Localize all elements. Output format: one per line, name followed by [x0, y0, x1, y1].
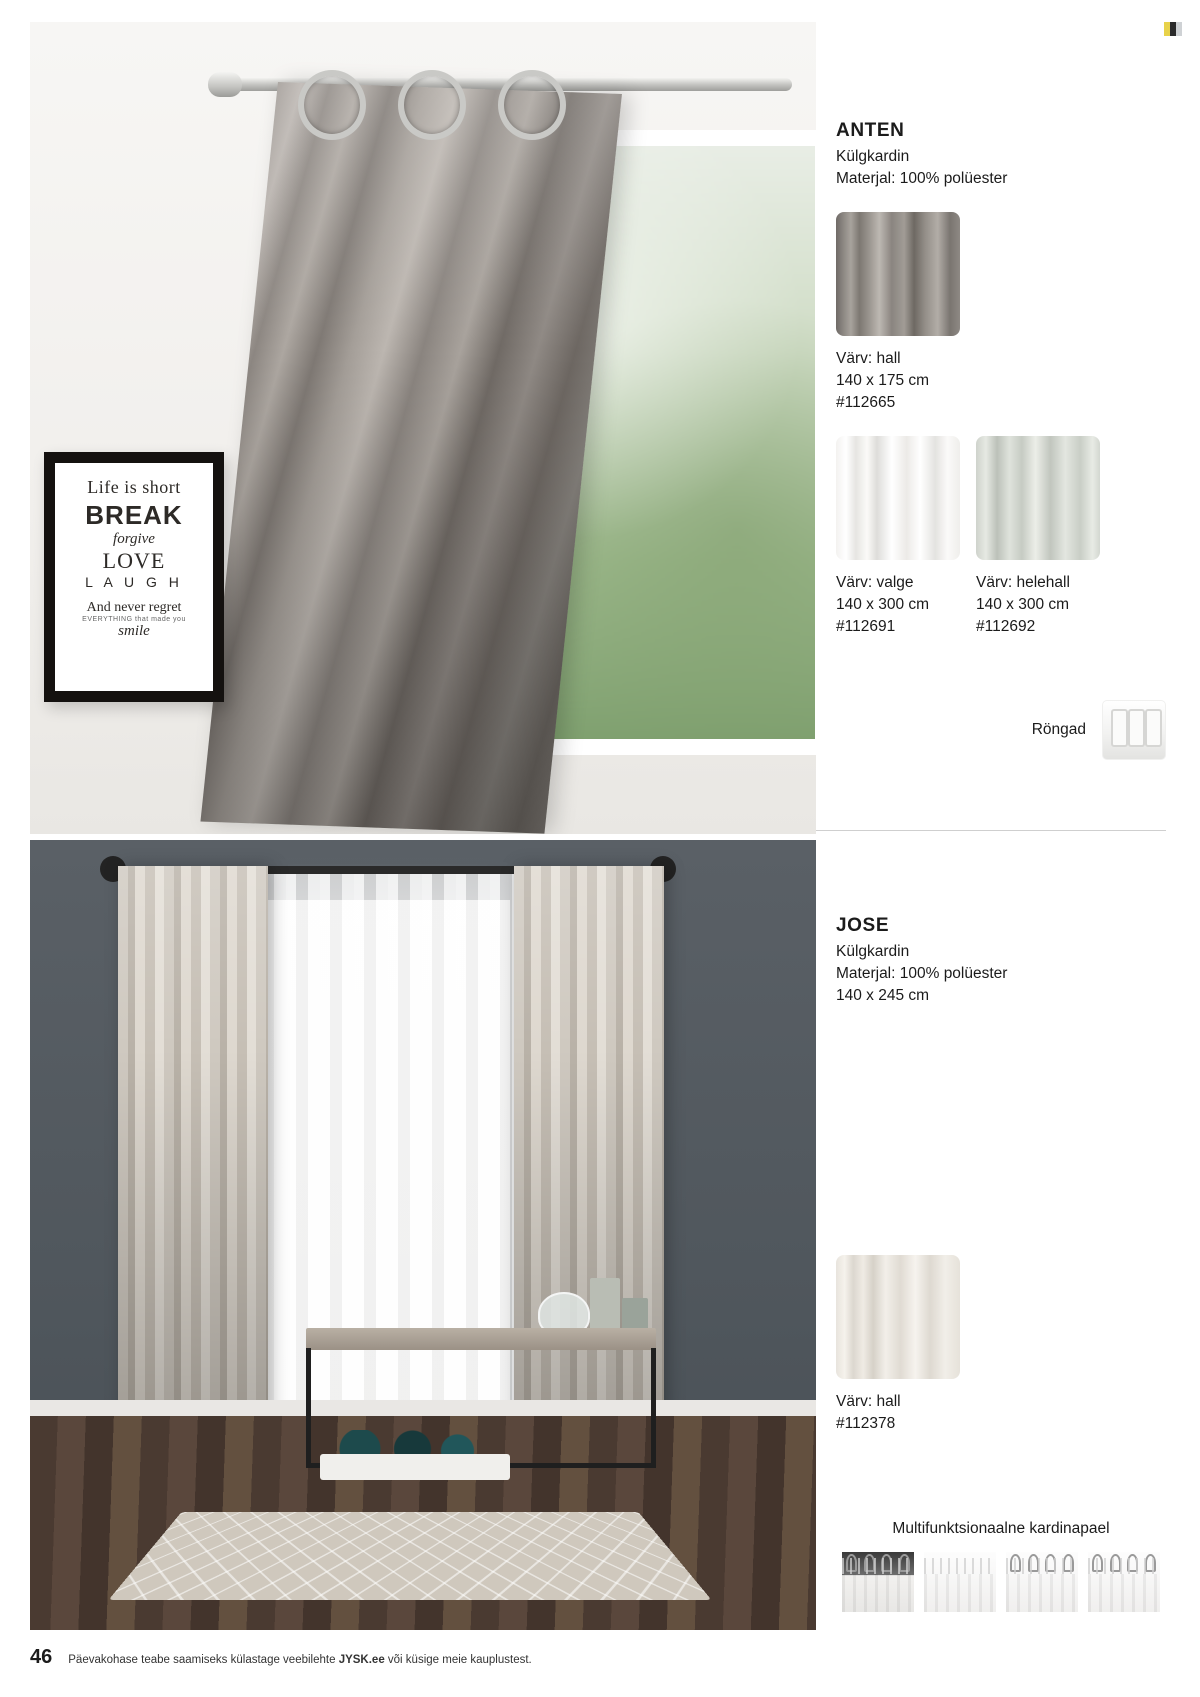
- footer-note: [68, 1654, 532, 1666]
- footer-note-after: või küsige meie kauplustest.: [384, 1654, 532, 1666]
- footer-note-before: Päevakohase teabe saamiseks külastage veebilehte: [68, 1654, 339, 1666]
- poster-line-8: smile: [118, 623, 150, 639]
- variant-jose-hall[interactable]: [836, 1255, 1166, 1435]
- wall-poster: [44, 452, 224, 702]
- color-mark-grey: [1176, 22, 1182, 36]
- variant-size-helehall: 140 x 300 cm: [976, 596, 1070, 613]
- variant-color-helehall: Värv: helehall: [976, 574, 1070, 591]
- poster-line-7: EVERYTHING that made you: [82, 616, 186, 623]
- product-size-jose: 140 x 245 cm: [836, 987, 930, 1004]
- variant-size-hall: 140 x 175 cm: [836, 372, 930, 389]
- variant-hall[interactable]: [836, 212, 960, 414]
- photo-candle-short: [622, 1298, 648, 1330]
- curtain-eyelet-icon: [298, 70, 366, 140]
- swatch-image-hall[interactable]: [836, 212, 960, 336]
- curtain-eyelet-icon: [398, 70, 466, 140]
- photo-bench-top: [306, 1328, 656, 1350]
- variant-color-valge: Värv: valge: [836, 574, 914, 591]
- swatch-image-jose-hall[interactable]: [836, 1255, 960, 1379]
- tape-hook-dark-image[interactable]: [842, 1552, 914, 1612]
- product-info-anten: [836, 120, 1166, 638]
- page-number: 46: [30, 1646, 53, 1668]
- variant-color-hall: Värv: hall: [836, 350, 901, 367]
- jose-curtain-left: [118, 866, 268, 1476]
- product-type-anten: Külgkardin: [836, 148, 910, 165]
- variant-size-valge: 140 x 300 cm: [836, 596, 930, 613]
- swatch-image-valge[interactable]: [836, 436, 960, 560]
- ring-icon: [1128, 709, 1145, 747]
- poster-line-1: Life is short: [87, 477, 181, 497]
- accessory-rings-image[interactable]: [1102, 700, 1166, 760]
- curtain-tape-title: Multifunktsionaalne kardinapael: [892, 1520, 1110, 1537]
- poster-line-3: forgive: [113, 531, 155, 547]
- variant-helehall[interactable]: [976, 436, 1100, 638]
- accessory-rings[interactable]: [836, 700, 1166, 760]
- product-brand-jose: JOSE: [836, 915, 890, 936]
- variant-sku-hall: #112665: [836, 394, 896, 411]
- photo-rug: [108, 1512, 711, 1600]
- variant-sku-valge: #112691: [836, 618, 896, 635]
- ring-icon: [1111, 709, 1128, 747]
- swatch-image-helehall[interactable]: [976, 436, 1100, 560]
- tape-ring-hook-image[interactable]: [1006, 1552, 1078, 1612]
- accessory-rings-label: Röngad: [1031, 721, 1086, 738]
- variant-color-jose-hall: Värv: hall: [836, 1393, 901, 1410]
- product-photo-jose: [30, 840, 816, 1630]
- product-type-jose: Külgkardin: [836, 943, 910, 960]
- poster-line-4: LOVE: [102, 548, 166, 573]
- tape-pleat-image[interactable]: [924, 1552, 996, 1612]
- ring-icon: [1145, 709, 1162, 747]
- variant-valge[interactable]: [836, 436, 960, 638]
- poster-line-5: L A U G H: [85, 574, 183, 590]
- curtain-eyelet-icon: [498, 70, 566, 140]
- curtain-rod-finial: [208, 72, 242, 97]
- variant-sku-helehall: #112692: [976, 618, 1036, 635]
- photo-candle-tall: [590, 1278, 620, 1330]
- product-material-jose: Materjal: 100% polüester: [836, 965, 1008, 982]
- print-color-mark: [1164, 22, 1182, 36]
- product-material-anten: Materjal: 100% polüester: [836, 170, 1008, 187]
- footer-brand[interactable]: JYSK.ee: [338, 1654, 385, 1666]
- curtain-tape-section: [836, 1520, 1166, 1612]
- tape-clip-image[interactable]: [1088, 1552, 1160, 1612]
- product-brand-anten: ANTEN: [836, 120, 905, 141]
- product-info-jose: [836, 915, 1166, 1007]
- variant-sku-jose-hall: #112378: [836, 1415, 896, 1432]
- poster-line-6: And never regret: [86, 600, 182, 615]
- product-photo-anten: [30, 22, 816, 834]
- poster-line-2: BREAK: [85, 500, 183, 530]
- section-divider: [816, 830, 1166, 831]
- photo-folded-linen: [320, 1454, 510, 1480]
- page-footer: [30, 1646, 532, 1669]
